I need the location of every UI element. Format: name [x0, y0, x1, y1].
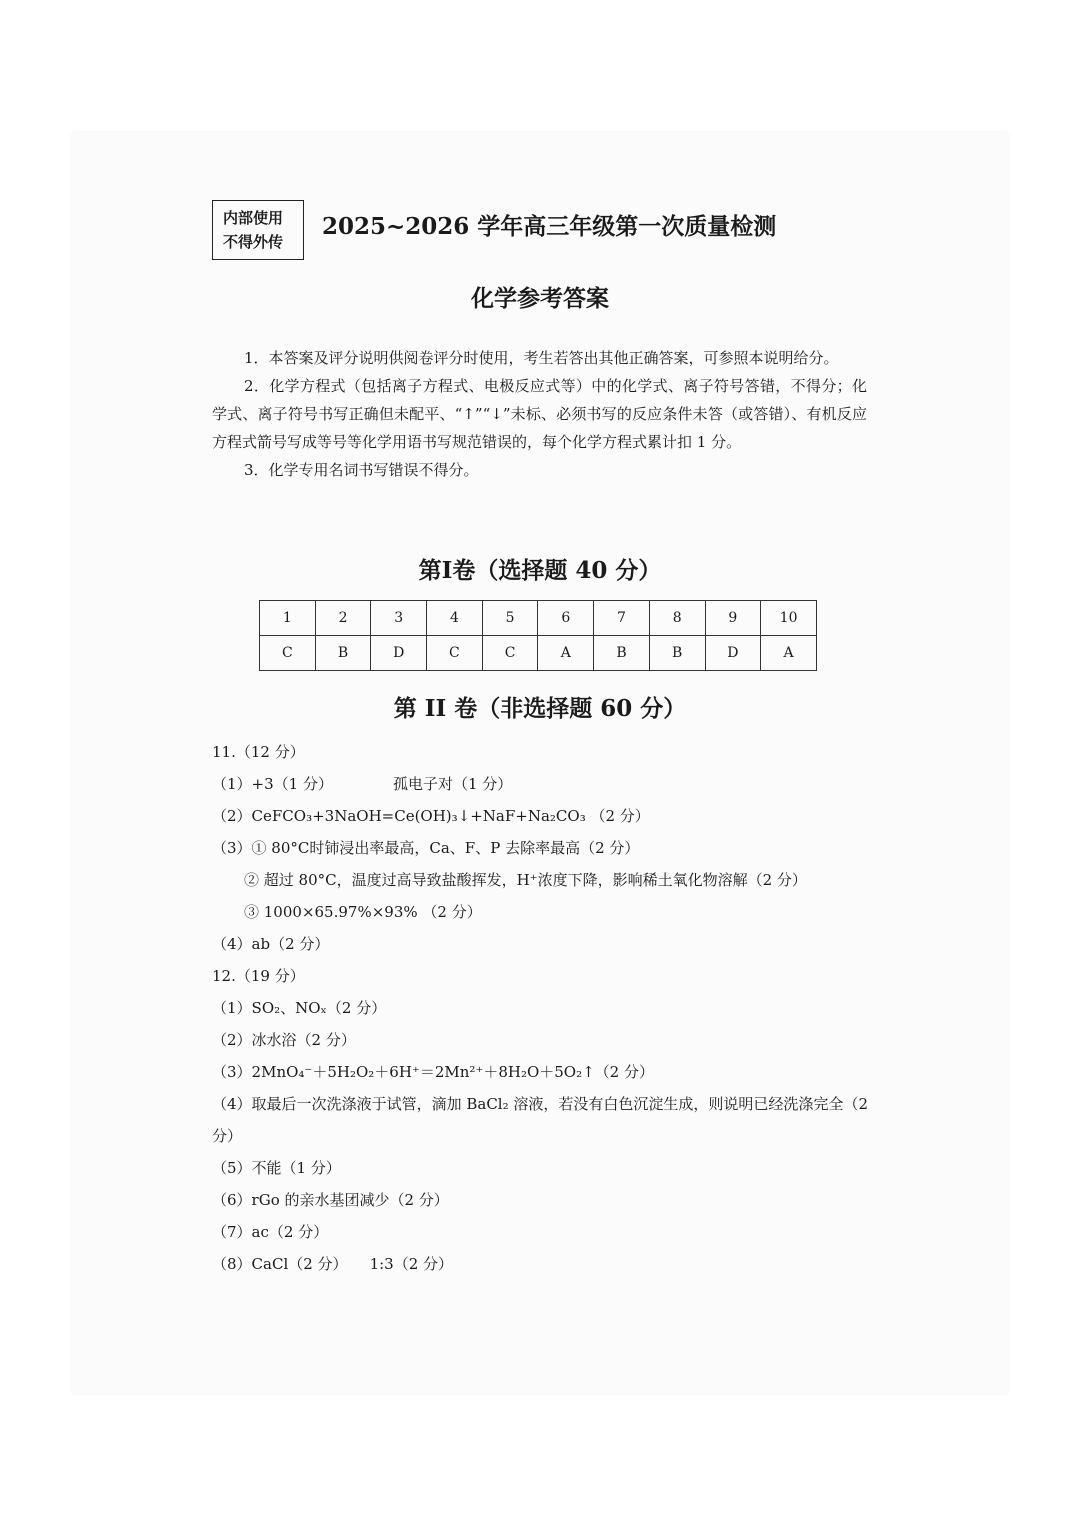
note-item: 3．化学专用名词书写错误不得分。 — [244, 461, 479, 479]
answer-cell: A — [761, 636, 817, 671]
question-number-cell: 2 — [315, 601, 371, 636]
answer-cell: C — [482, 636, 538, 671]
answer-cell: C — [427, 636, 483, 671]
q12-answer-5: （5）不能（1 分） — [212, 1159, 341, 1177]
question-number-cell: 7 — [594, 601, 650, 636]
question-number-cell: 10 — [761, 601, 817, 636]
scoring-notes — [212, 344, 867, 484]
question-number-cell: 5 — [482, 601, 538, 636]
document-subtitle: 化学参考答案 — [471, 285, 609, 312]
question-number-row — [260, 601, 817, 636]
question-number-cell: 6 — [538, 601, 594, 636]
answer-cell: B — [594, 636, 650, 671]
q12-answer-7: （7）ac（2 分） — [212, 1223, 329, 1241]
question-number-cell: 3 — [371, 601, 427, 636]
q12-answer-8 — [212, 1248, 868, 1280]
q11-answer-3-1: （3）① 80°C时铈浸出率最高，Ca、F、P 去除率最高（2 分） — [212, 839, 640, 857]
exam-title: 2025~2026 学年高三年级第一次质量检测 — [322, 213, 777, 240]
question-number-cell: 8 — [649, 601, 705, 636]
question-number-cell: 9 — [705, 601, 761, 636]
free-response-answers — [212, 736, 868, 1280]
answer-cell: B — [315, 636, 371, 671]
q12-answer-3: （3）2MnO₄⁻＋5H₂O₂＋6H⁺＝2Mn²⁺＋8H₂O＋5O₂↑（2 分） — [212, 1063, 654, 1081]
note-item: 2．化学方程式（包括离子方程式、电极反应式等）中的化学式、离子符号答错，不得分；化学式、离子符号书写正确但未配平、“↑”“↓”未标、必须书写的反应条件未答（或答错）、有机反应方程式箭号写成等号等化学用语书写规范错误的，每个化学方程式累计扣 1 分。 — [212, 377, 867, 451]
question-12-header: 12.（19 分） — [212, 967, 305, 985]
q11-answer-1b: 孤电子对（1 分） — [392, 775, 513, 793]
q12-answer-8a: （8）CaCl（2 分） — [212, 1255, 348, 1273]
q11-answer-3-3: ③ 1000×65.97%×93% （2 分） — [244, 903, 482, 921]
stamp-line-2: 不得外传 — [223, 233, 284, 251]
section-2-title: 第 II 卷（非选择题 60 分） — [393, 695, 687, 722]
q12-answer-1: （1）SO₂、NOₓ（2 分） — [212, 999, 387, 1017]
answer-cell: B — [649, 636, 705, 671]
internal-use-stamp — [212, 200, 304, 260]
q11-answer-3-2: ② 超过 80°C，温度过高导致盐酸挥发，H⁺浓度下降，影响稀土氧化物溶解（2 分） — [244, 871, 807, 889]
answer-cell: A — [538, 636, 594, 671]
question-number-cell: 1 — [260, 601, 316, 636]
answer-cell: D — [705, 636, 761, 671]
q12-answer-8b: 1:3（2 分） — [369, 1255, 454, 1273]
answer-row — [260, 636, 817, 671]
multiple-choice-answer-table — [259, 600, 817, 671]
q11-answer-2: （2）CeFCO₃+3NaOH=Ce(OH)₃↓+NaF+Na₂CO₃ （2 分） — [212, 807, 650, 825]
question-number-cell: 4 — [427, 601, 483, 636]
q12-answer-2: （2）冰水浴（2 分） — [212, 1031, 356, 1049]
question-11-header: 11.（12 分） — [212, 743, 305, 761]
q11-answer-1 — [212, 768, 868, 800]
q12-answer-6: （6）rGo 的亲水基团减少（2 分） — [212, 1191, 449, 1209]
q11-answer-4: （4）ab（2 分） — [212, 935, 330, 953]
q11-answer-1a: （1）+3（1 分） — [212, 775, 333, 793]
stamp-line-1: 内部使用 — [223, 209, 284, 227]
section-1-title: 第I卷（选择题 40 分） — [418, 557, 662, 584]
answer-cell: D — [371, 636, 427, 671]
q12-answer-4: （4）取最后一次洗涤液于试管，滴加 BaCl₂ 溶液，若没有白色沉淀生成，则说明已经洗涤完全（2 分） — [212, 1095, 868, 1145]
note-item: 1．本答案及评分说明供阅卷评分时使用，考生若答出其他正确答案，可参照本说明给分。 — [244, 349, 839, 367]
answer-cell: C — [260, 636, 316, 671]
